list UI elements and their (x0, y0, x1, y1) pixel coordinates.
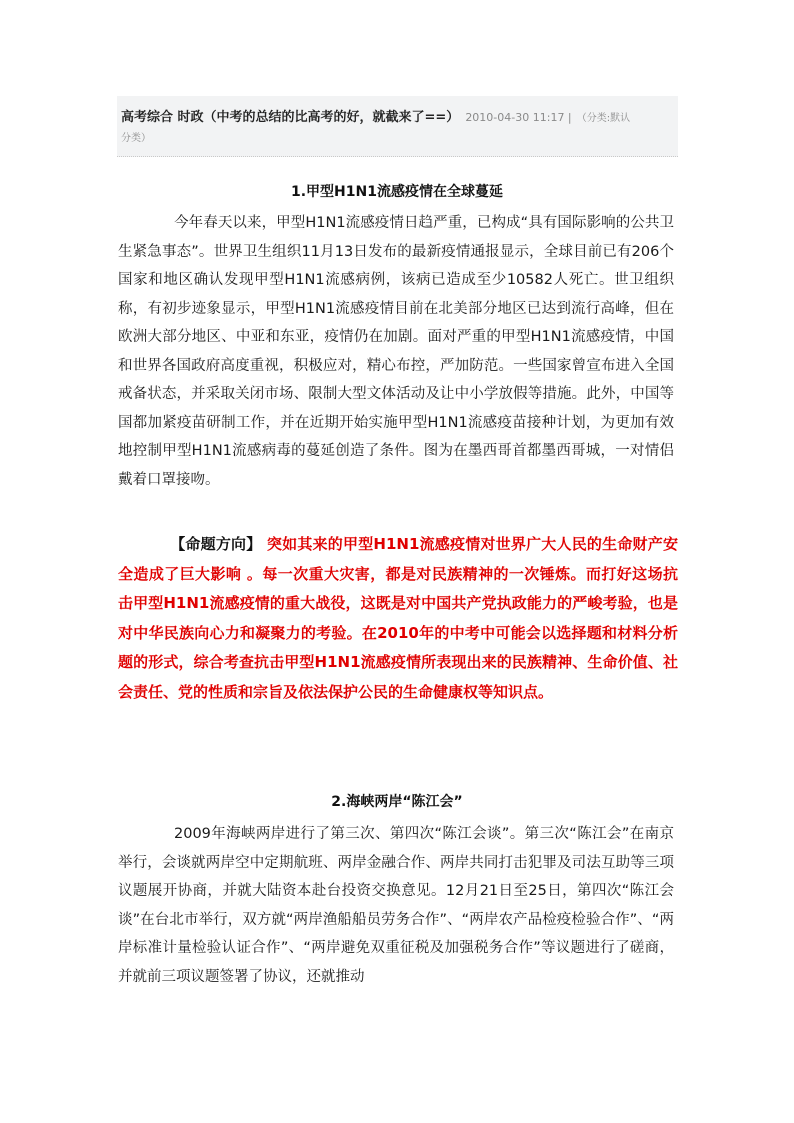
post-category-suffix[interactable]: 分类） (121, 133, 151, 144)
section1-body-text: 今年春天以来，甲型H1N1流感疫情日趋严重，已构成“具有国际影响的公共卫生紧急事态”。世界卫生组织11月13日发布的最新疫情通报显示，全球目前已有206个国家和地区确认发现甲型H1N1流感病例，该病已造成至少10582人死亡。世卫组织称，有初步迹象显示，甲型H1N1流感疫情目前在北美部分地区已达到流行高峰，但在欧洲大部分地区、中亚和东亚，疫情仍在加剧。面对严重的甲型H1N1流感疫情，中国和世界各国政府高度重视，积极应对，精心布控，严加防范。一些国家曾宣布进入全国戒备状态，并采取关闭市场、限制大型文体活动及让中小学放假等措施。此外，中国等国都加紧疫苗研制工作，并在近期开始实施甲型H1N1流感疫苗接种计划，为更加有效地控制甲型H1N1流感病毒的蔓延创造了条件。图为在墨西哥首都墨西哥城，一对情侣戴着口罩接吻。 (118, 215, 674, 488)
section2-body (118, 820, 674, 991)
post-title[interactable]: 高考综合 时政（中考的总结的比高考的好，就截来了==） (121, 110, 460, 125)
analysis-text: 突如其来的甲型H1N1流感疫情对世界广大人民的生命财产安全造成了巨大影响 。每一次重大灾害，都是对民族精神的一次锤炼。而打好这场抗击甲型H1N1流感疫情的重大战役，这既是对中国共产党执政能力的严峻考验，也是对中华民族向心力和凝聚力的考验。在2010年的中考中可能会以选择题和材料分析题的形式，综合考查抗击甲型H1N1流感疫情所表现出来的民族精神、生命价值、社会责任、党的性质和宗旨及依法保护公民的生命健康权等知识点。 (118, 535, 678, 701)
section1-body (118, 209, 674, 494)
post-header-line (121, 106, 630, 125)
analysis-tag: 【命题方向】 (170, 535, 262, 553)
section1-heading: 1.甲型H1N1流感疫情在全球蔓延 (291, 184, 503, 200)
section2-body-text: 2009年海峡两岸进行了第三次、第四次“陈江会谈”。第三次“陈江会”在南京举行，会谈就两岸空中定期航班、两岸金融合作、两岸共同打击犯罪及司法互助等三项议题展开协商，并就大陆资本赴台投资交换意见。12月21日至25日，第四次“陈江会谈”在台北市举行，双方就“两岸渔船船员劳务合作”、“两岸农产品检疫检验合作”、“两岸标准计量检验认证合作”、“两岸避免双重征税及加强税务合作”等议题进行了磋商，并就前三项议题签署了协议，还就推动 (118, 826, 674, 985)
section1-analysis (118, 530, 678, 707)
section2-heading: 2.海峡两岸“陈江会” (331, 794, 463, 810)
post-header (117, 96, 678, 157)
post-category-prefix[interactable]: （分类:默认 (576, 113, 631, 124)
post-datetime: 2010-04-30 11:17 | (465, 111, 572, 124)
